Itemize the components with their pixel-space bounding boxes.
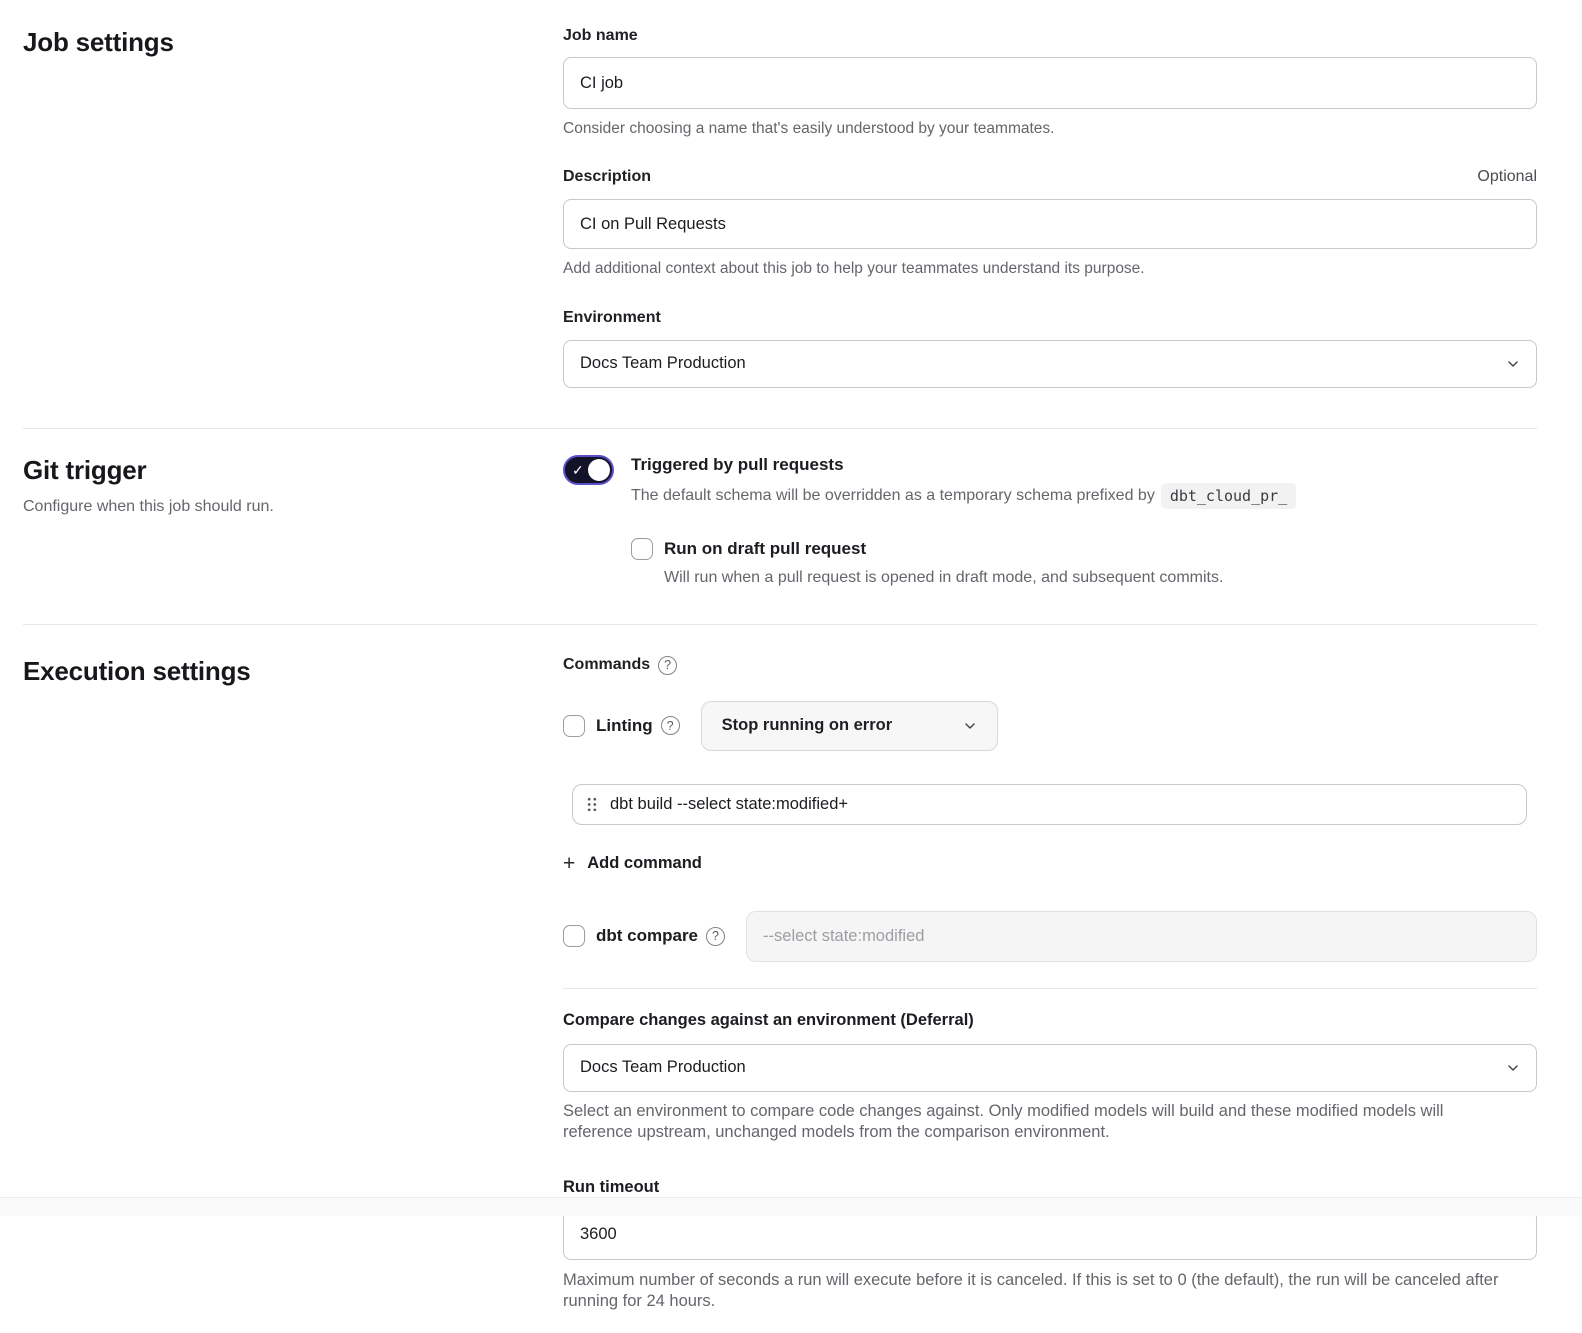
run-timeout-input[interactable] [563, 1210, 1537, 1260]
drag-handle-icon[interactable] [587, 797, 597, 812]
section-job-settings-left [23, 27, 563, 388]
section-execution-settings [23, 625, 1537, 1333]
draft-pr-checkbox[interactable] [631, 538, 653, 560]
job-settings-title: Job settings [23, 27, 174, 57]
job-name-input[interactable] [563, 57, 1537, 109]
command-text: dbt build --select state:modified+ [610, 794, 849, 813]
draft-pr-label: Run on draft pull request [664, 538, 867, 558]
deferral-helper: Select an environment to compare code changes against. Only modified models will build and these modified models will reference upstream, unchanged models from the comparison environment. [563, 1101, 1444, 1142]
linting-help-icon[interactable]: ? [661, 716, 680, 735]
command-row[interactable] [572, 784, 1527, 825]
deferral-divider [563, 988, 1537, 989]
section-job-settings-fields [563, 27, 1537, 388]
chevron-down-icon [1506, 357, 1520, 371]
environment-select-value: Docs Team Production [580, 354, 746, 373]
pr-trigger-helper-text: The default schema will be overridden as a temporary schema prefixed by [631, 486, 1155, 504]
description-optional-badge: Optional [1477, 168, 1537, 186]
section-job-settings [23, 0, 1537, 429]
run-timeout-helper: Maximum number of seconds a run will execute before it is canceled. If this is set to 0 (the default), the run will be canceled after running for 24 hours. [563, 1270, 1499, 1311]
commands-label: Commands [563, 656, 651, 674]
linting-label: Linting [596, 715, 653, 735]
dbt-compare-label: dbt compare [596, 926, 699, 946]
job-name-helper: Consider choosing a name that's easily understood by your teammates. [563, 120, 1055, 137]
section-git-trigger [23, 429, 1537, 625]
environment-select[interactable] [563, 340, 1537, 388]
description-label: Description [563, 168, 652, 186]
pr-trigger-toggle[interactable] [563, 455, 614, 485]
toggle-knob [588, 459, 610, 481]
commands-help-icon[interactable]: ? [658, 656, 677, 675]
deferral-label: Compare changes against an environment (Deferral) [563, 1010, 974, 1029]
dbt-compare-checkbox[interactable] [563, 925, 585, 947]
pr-trigger-helper [631, 483, 1296, 509]
pr-trigger-label: Triggered by pull requests [631, 454, 844, 474]
schema-prefix-chip: dbt_cloud_pr_ [1161, 483, 1296, 509]
dbt-compare-input[interactable] [746, 911, 1537, 962]
add-command-button[interactable] [563, 851, 1537, 875]
linting-mode-value: Stop running on error [721, 716, 893, 735]
linting-checkbox[interactable] [563, 715, 585, 737]
job-name-label: Job name [563, 27, 638, 44]
environment-label: Environment [563, 308, 661, 326]
chevron-down-icon [963, 719, 977, 733]
chevron-down-icon [1506, 1061, 1520, 1075]
description-input[interactable] [563, 199, 1537, 249]
deferral-select-value: Docs Team Production [580, 1058, 746, 1077]
description-helper: Add additional context about this job to help your teammates understand its purpose. [563, 260, 1145, 278]
draft-pr-helper: Will run when a pull request is opened in draft mode, and subsequent commits. [664, 568, 1224, 586]
bottom-bar [0, 1197, 1582, 1216]
git-trigger-subtitle: Configure when this job should run. [23, 497, 274, 515]
dbt-compare-help-icon[interactable]: ? [706, 927, 725, 946]
deferral-select[interactable] [563, 1044, 1537, 1092]
section-git-trigger-left [23, 455, 563, 587]
add-command-label: Add command [587, 854, 702, 873]
execution-settings-title: Execution settings [23, 655, 251, 686]
plus-icon: + [563, 851, 576, 875]
section-git-trigger-fields [563, 455, 1537, 587]
run-timeout-label: Run timeout [563, 1177, 660, 1196]
linting-mode-select[interactable] [701, 701, 998, 751]
toggle-check-icon: ✓ [572, 461, 584, 478]
git-trigger-title: Git trigger [23, 454, 147, 485]
